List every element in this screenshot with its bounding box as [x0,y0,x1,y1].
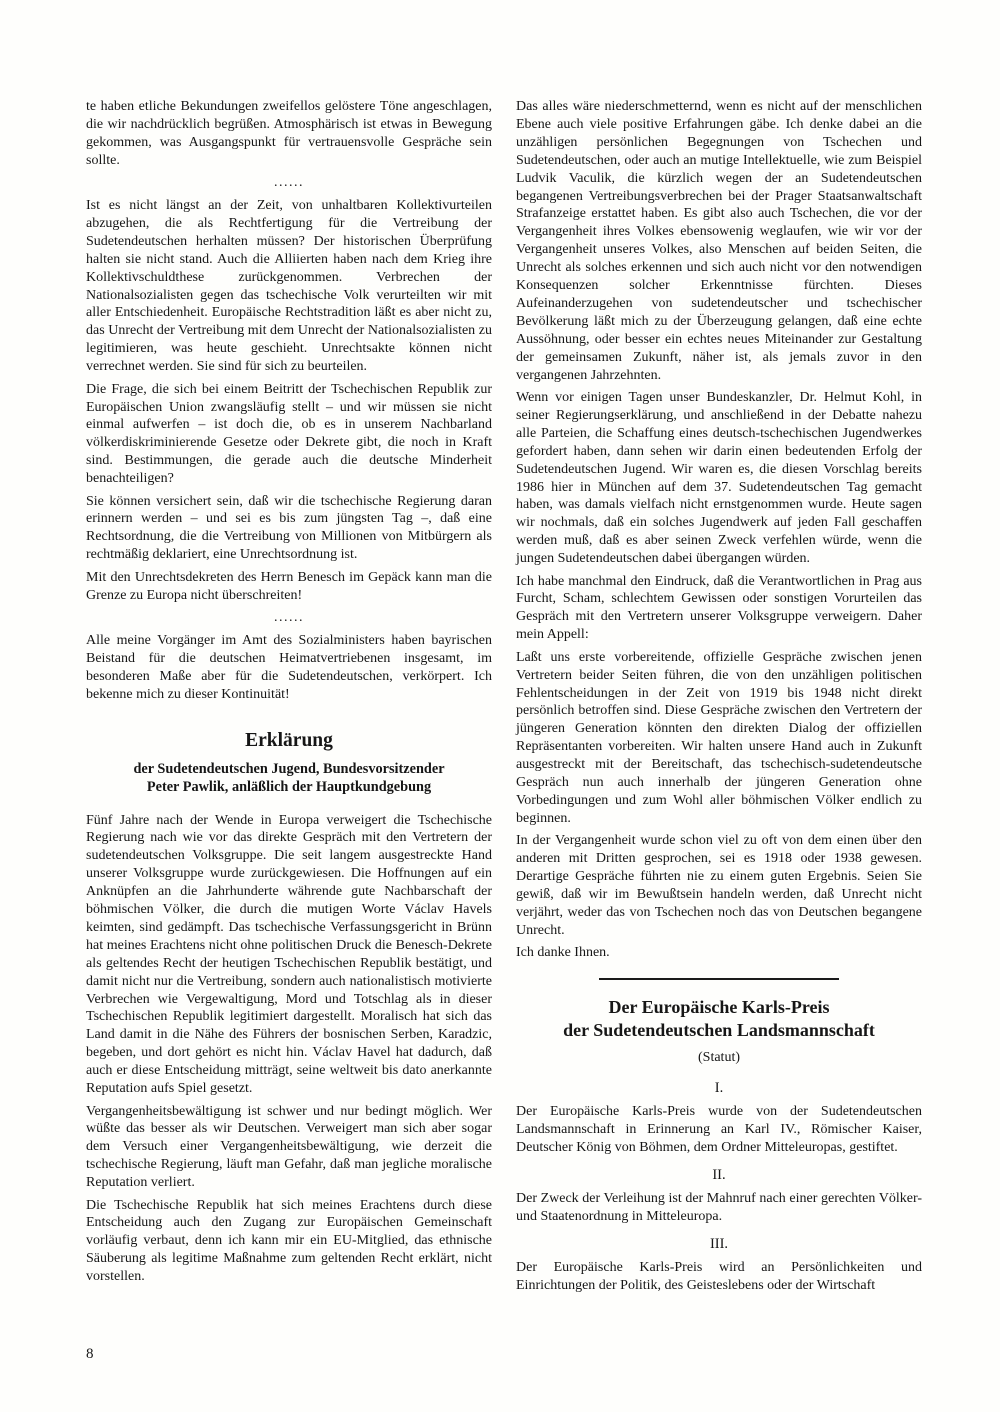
paragraph: Wenn vor einigen Tagen unser Bundeskanzler, Dr. Helmut Kohl, in seiner Regierungserklärung, und anschließend in der Debatte nahezu alle Parteien, die Schaffung eines deutsch-tschechischen Jugendwerkes gefordert haben, dann sehen wir darin einen bedeutenden Erfolg der Sudetendeutschen Jugend. Wir waren es, die diesen Vorschlag bereits 1986 hier in München auf dem 37. Sudetendeutschen Tag gemacht haben, was damals vielfach nicht ernstgenommen wurde. Heute sagen wir nochmals, daß ein solches Jugendwerk auf jeden Fall geschaffen werden muß, daß es aber seinen Zweck verfehlen würde, wenn die jungen Sudetendeutschen dabei übergangen würden. [516,390,922,567]
paragraph: Ist es nicht längst an der Zeit, von unhaltbaren Kollektivurteilen abzugehen, die als Rechtfertigung für die Vertreibung der Sudetendeutschen herhalten müssen? Der historischen Überprüfung halten sie nicht stand. Auch die Alliierten haben nach dem Krieg ihre Kollektivschuldthese zurückgenommen. Verbrechen der Nationalsozialisten gegen das tschechische Volk verurteilten wir mit aller Entschiedenheit. Europäische Rechtstradition läßt es aber nicht zu, das Unrecht der Vertreibung mit dem Unrecht der Nationalsozialisten zu legitimieren, was heute geschieht. Unrechtsakte können nicht verrechnet werden. Sie sind für sich zu beurteilen. [86,198,492,375]
paragraph: Das alles wäre niederschmetternd, wenn es nicht auf der menschlichen Ebene auch viele positive Erfahrungen gäbe. Ich denke dabei an die unzähligen persönlichen Begegnungen von Tschechen und Sudetendeutschen, oder auch an mutige Intellektuelle, wie zum Beispiel Ludvik Vaculik, die kürzlich wegen der an Sudetendeutschen begangenen Vertreibungsverbrechen bei der Prager Staatsanwaltschaft Strafanzeige erstattet haben. Es gibt also auch Tschechen, die vor der Vergangenheit ihres Volkes ebensowenig weglaufen, wie wir vor der Vergangenheit unseres Volkes, also Menschen auf beiden Seiten, die Unrecht als solches erkennen und sich auch nicht vor den notwendigen Konsequenzen solcher Erkenntnisse fürchten. Dieses Aufeinanderzugehen von sudetendeutscher und tschechischer Bevölkerung läßt mich zu der Überzeugung gelangen, daß eine echte Aussöhnung, oder besser ein echtes neues Miteinander zur Gestaltung der gemeinsamen Zukunft, näher ist, als jemals zuvor in den vergangenen Jahrzehnten. [516,99,922,383]
statut-paragraph-3: Der Europäische Karls-Preis wird an Persönlichkeiten und Einrichtungen der Politik, des Geisteslebens oder der Wirtschaft [516,1259,922,1293]
closing-line: Ich danke Ihnen. [516,945,610,961]
section-subtitle-line1: der Sudetendeutschen Jugend, Bundesvorsitzender [133,760,445,777]
paragraph: Die Tschechische Republik hat sich meines Erachtens durch diese Entscheidung auch den Zugang zur Europäischen Gemeinschaft vorläufig verbaut, denn ich kann mir ein EU-Mitglied, das ethnische Säuberung als legitime Maßnahme zum geltenden Recht erklärt, nicht vorstellen. [86,1197,492,1285]
section-title-line1: Der Europäische Karls-Preis [608,997,830,1018]
section-title-karls-preis [516,996,922,1042]
two-column-layout [86,98,922,1299]
statut-numeral-1: I. [714,1080,724,1097]
paragraph: Alle meine Vorgänger im Amt des Sozialministers haben bayrischen Beistand für die deutschen Heimatvertriebenen insgesamt, im besonderen Maße aber für die Sudetendeutschen, verkörpert. Ich bekenne mich zu dieser Kontinuität! [86,632,492,702]
section-subtitle-line2: Peter Pawlik, anläßlich der Hauptkundgebung [146,778,432,795]
statut-numeral-3: III. [709,1235,729,1252]
ellipsis-separator: ...... [274,175,304,191]
statut-subtitle: (Statut) [698,1050,740,1066]
statut-paragraph-1: Der Europäische Karls-Preis wurde von der Sudetendeutschen Landsmannschaft in Erinnerung an Karl IV., Römischer Kaiser, Deutscher König von Böhmen, dem Ordner Mitteleuropas, gestiftet. [516,1104,922,1155]
section-title-erklaerung: Erklärung [245,729,333,751]
right-column [516,98,922,1299]
paragraph: Vergangenheitsbewältigung ist schwer und nur bedingt möglich. Wer wüßte das besser als wir Deutschen. Verweigert man sich aber sogar dem Versuch einer Vergangenheitsbewältigung, wie derzeit die tschechische Regierung, läuft man Gefahr, daß man jegliche moralische Reputation verliert. [86,1103,492,1191]
ellipsis-separator: ...... [274,609,304,625]
page-number: 8 [86,1346,94,1362]
paragraph: Sie können versichert sein, daß wir die tschechische Regierung daran erinnern werden – und sei es bis zum jüngsten Tag –, daß eine Rechtsordnung, die die Vertreibung von Millionen von Mitbürgern als rechtmäßig deklariert, eine Unrechtsordnung ist. [86,493,492,563]
paragraph: Fünf Jahre nach der Wende in Europa verweigert die Tschechische Regierung nach wie vor das direkte Gespräch mit den Vertretern der sudetendeutschen Volksgruppe. Die seit langem ausgestreckte Hand unserer Volksgruppe wurde zurückgewiesen. Die Hoffnungen auf ein Anknüpfen an die Jahrhunderte währende gute Nachbarschaft der böhmischen Völker, die durch die mutigen Worte Václav Havels keimten, sind gedämpft. Das tschechische Verfassungsgericht in Brünn hat meines Erachtens nicht ohne politischen Druck die Benesch-Dekrete als geltendes Recht der heutigen Tschechischen Republik bestätigt, und damit nicht nur die Vertreibung, sondern auch nationalistisch motivierte Verbrechen wie Vergewaltigung, Mord und Totschlag als in dieser Tschechischen Republik legitimiert dargestellt. Moralisch hat sich das Land damit in die Nähe des Führers der bosnischen Serben, Karadzic, begeben, und dort gehört es nicht hin. Václav Havel hat dadurch, daß auch er diese Entscheidung mitträgt, seine weltweit bis dato anerkannte Reputation aufs Spiel gesetzt. [86,812,492,1097]
left-column [86,98,492,1299]
section-subtitle [86,760,492,796]
section-divider [599,978,839,980]
paragraph: In der Vergangenheit wurde schon viel zu oft von dem einen über den anderen mit Dritten gesprochen, sei es 1918 oder 1938 gewesen. Derartige Gespräche führten nie zu einem guten Ergebnis. Seien Sie gewiß, daß wir im Bewußtsein handeln werden, daß Unrecht nicht verjährt, weder das von Tschechen noch das von Deutschen begangene Unrecht. [516,833,922,938]
statut-paragraph-2: Der Zweck der Verleihung ist der Mahnruf nach einer gerechten Völker- und Staatenordnung in Mitteleuropa. [516,1190,922,1224]
section-title-line2: der Sudetendeutschen Landsmannschaft [563,1020,875,1041]
paragraph: Die Frage, die sich bei einem Beitritt der Tschechischen Republik zur Europäischen Union zwangsläufig stellt – und wir müssen sie nicht einmal aufwerfen – ist doch die, ob es in unserem Nachbarland völkerdiskriminierende Gesetze oder Dekrete gibt, die noch in Kraft sind. Bestimmungen, die gerade auch die deutsche Minderheit benachteiligen? [86,381,492,487]
statut-numeral-2: II. [712,1166,726,1183]
paragraph: Laßt uns erste vorbereitende, offizielle Gespräche zwischen jenen Vertretern beider Seiten führen, die von den unzähligen politischen Fehlentscheidungen in der Zeit von 1919 bis 1948 nicht direkt persönlich betroffen sind. Diese Gespräche zwischen den Vertretern der jüngeren Generation könnten den direkten Dialog der offiziellen Repräsentanten vorbereiten. Wir halten unsere Hand auch in Zukunft ausgestreckt mit der Bereitschaft, das tschechisch-sudetendeutsche Gespräch nun auch innerhalb der jüngeren Generation ohne Vorbedingungen und zum Wohl aller böhmischen Völker endlich zu beginnen. [516,649,922,826]
paragraph: te haben etliche Bekundungen zweifellos gelöstere Töne angeschlagen, die wir nachdrücklich begrüßen. Atmosphärisch ist etwas in Bewegung gekommen, was Ausgangspunkt für vertrauensvolle Gespräche sein sollte. [86,99,492,168]
paragraph: Mit den Unrechtsdekreten des Herrn Benesch im Gepäck kann man die Grenze zu Europa nicht überschreiten! [86,569,492,603]
paragraph: Ich habe manchmal den Eindruck, daß die Verantwortlichen in Prag aus Furcht, Scham, schlechtem Gewissen oder sonstigen Vorurteilen das Gespräch mit den Vertretern unserer Volksgruppe verweigern. Daher mein Appell: [516,573,922,643]
